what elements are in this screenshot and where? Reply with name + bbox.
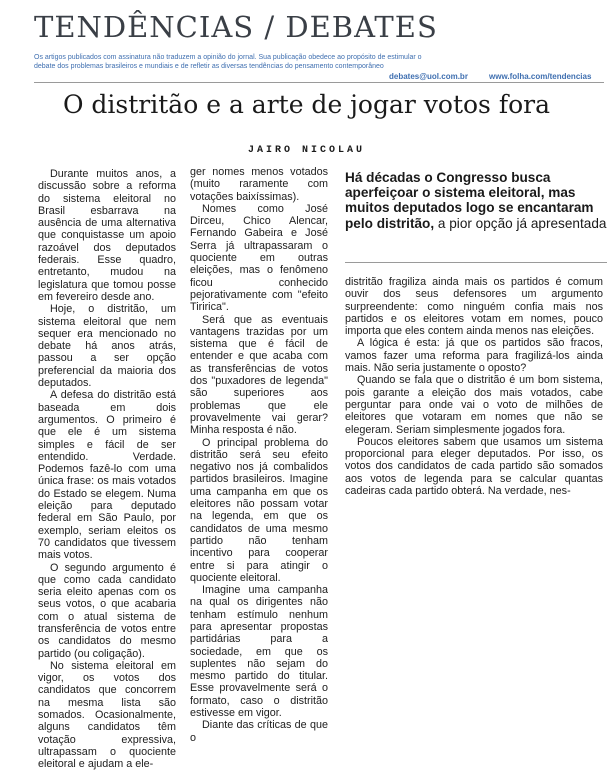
paragraph: No sistema eleitoral em vigor, os votos dos candidatos que concorrem na mesma lista são somados. Ocasionalmente, alguns candidatos têm votação expressiva, ultrapassam o quociente eleitoral e ajudam a ele- — [38, 659, 176, 771]
pull-quote-divider — [345, 262, 607, 263]
paragraph: Durante muitos anos, a discussão sobre a reforma do sistema eleitoral no Brasil esbarrava na ausência de uma alternativa que conquistasse um apoio razoável dos deputados federais. Esse quadro, entretanto, mudou na legislatura que tomou posse em fevereiro desde ano. — [38, 168, 176, 303]
paragraph: distritão fragiliza ainda mais os partidos é comum ouvir dos seus defensores um argumento surpreendente: como ninguém confia mais nos partidos e os eleitores votam em nomes, pouco importa que eles contem ainda menos nas eleições. — [345, 276, 603, 338]
article-column-2 — [190, 166, 328, 744]
paragraph: Será que as eventuais vantagens trazidas por um sistema que é fácil de entender e que acaba com as transferências de votos dos "puxadores de legenda" são superiores aos problemas que ele provavelmente vai gerar? Minha resposta é não. — [190, 313, 328, 437]
header-divider — [34, 82, 604, 83]
section-website[interactable]: www.folha.com/tendencias — [489, 72, 592, 81]
section-title: TENDÊNCIAS / DEBATES — [34, 10, 438, 44]
paragraph: O segundo argumento é que como cada candidato seria eleito apenas com os seus votos, o que acabaria com o atual sistema de transferência de votos entre os candidatos do mesmo partido (ou coligação). — [38, 561, 176, 660]
paragraph: Hoje, o distritão, um sistema eleitoral que nem sequer era mencionado no debate há anos atrás, passou a ser opção preferencial da maioria dos deputados. — [38, 303, 176, 390]
pull-quote — [345, 170, 607, 231]
pull-quote-bold: Há décadas o Congresso busca aperfeiçoar o sistema eleitoral, mas muitos deputados logo se encantaram pelo distritão, — [345, 170, 594, 231]
paragraph: Nomes como José Dirceu, Chico Alencar, Fernando Gabeira e José Serra já ultrapassaram o quociente em outras eleições, mas o fenômeno ficou conhecido pejorativamente com "efeito Tiririca". — [190, 202, 328, 314]
contact-email[interactable]: debates@uol.com.br — [389, 72, 468, 81]
paragraph: A defesa do distritão está baseada em dois argumentos. O primeiro é que ele é um sistema simples e fácil de ser entendido. Verdade. Podemos fazê-lo com uma única frase: os mais votados do Estado se elegem. Numa eleição para deputado federal em São Paulo, por exemplo, seriam eleitos os 70 candidatos que tivessem mais votos. — [38, 389, 176, 562]
paragraph: O principal problema do distritão será seu efeito negativo nos já combalidos partidos brasileiros. Imagine uma campanha em que os eleitores não possam votar na legenda, em que os candidatos de uma mesmo partido não tenham incentivo para cooperar entre si para atingir o quociente eleitoral. — [190, 436, 328, 584]
section-header — [34, 10, 602, 84]
paragraph: Quando se fala que o distritão é um bom sistema, pois garante a eleição dos mais votados, cabe perguntar para onde vai o voto de milhões de eleitores que votaram em nomes que não se elegeram. Seriam simplesmente jogados fora. — [345, 374, 603, 436]
paragraph: Diante das críticas de que o — [190, 719, 328, 744]
paragraph: A lógica é esta: já que os partidos são fracos, vamos fazer uma reforma para fragilizá-los ainda mais. Não seria justamente o oposto? — [345, 337, 603, 375]
article-column-1 — [38, 168, 176, 771]
pull-quote-rest: a pior opção já apresentada — [434, 215, 607, 231]
section-disclaimer: Os artigos publicados com assinatura não traduzem a opinião do jornal. Sua publicação obedece ao propósito de estimular o debate dos problemas brasileiros e mundiais e de refletir as diversas tendências do pensamento contemporâneo — [34, 54, 422, 70]
paragraph: ger nomes menos votados (muito raramente com votações baixíssimas). — [190, 166, 328, 203]
article-headline: O distritão e a arte de jogar votos fora — [62, 90, 550, 119]
article-author: JAIRO NICOLAU — [247, 145, 365, 156]
paragraph: Imagine uma campanha na qual os dirigentes não tenham estímulo nenhum para apresentar propostas partidárias para a sociedade, em que os suplentes não sejam do mesmo partido do titular. Esse provavelmente será o formato, caso o distritão estivesse em vigor. — [190, 584, 328, 720]
paragraph: Poucos eleitores sabem que usamos um sistema proporcional para eleger deputados. Por isso, os votos dos candidatos de cada partido são somados aos votos de legenda para se calcular quantas cadeiras cada partido obterá. Na verdade, nes- — [345, 435, 603, 498]
article-column-3 — [345, 276, 607, 497]
